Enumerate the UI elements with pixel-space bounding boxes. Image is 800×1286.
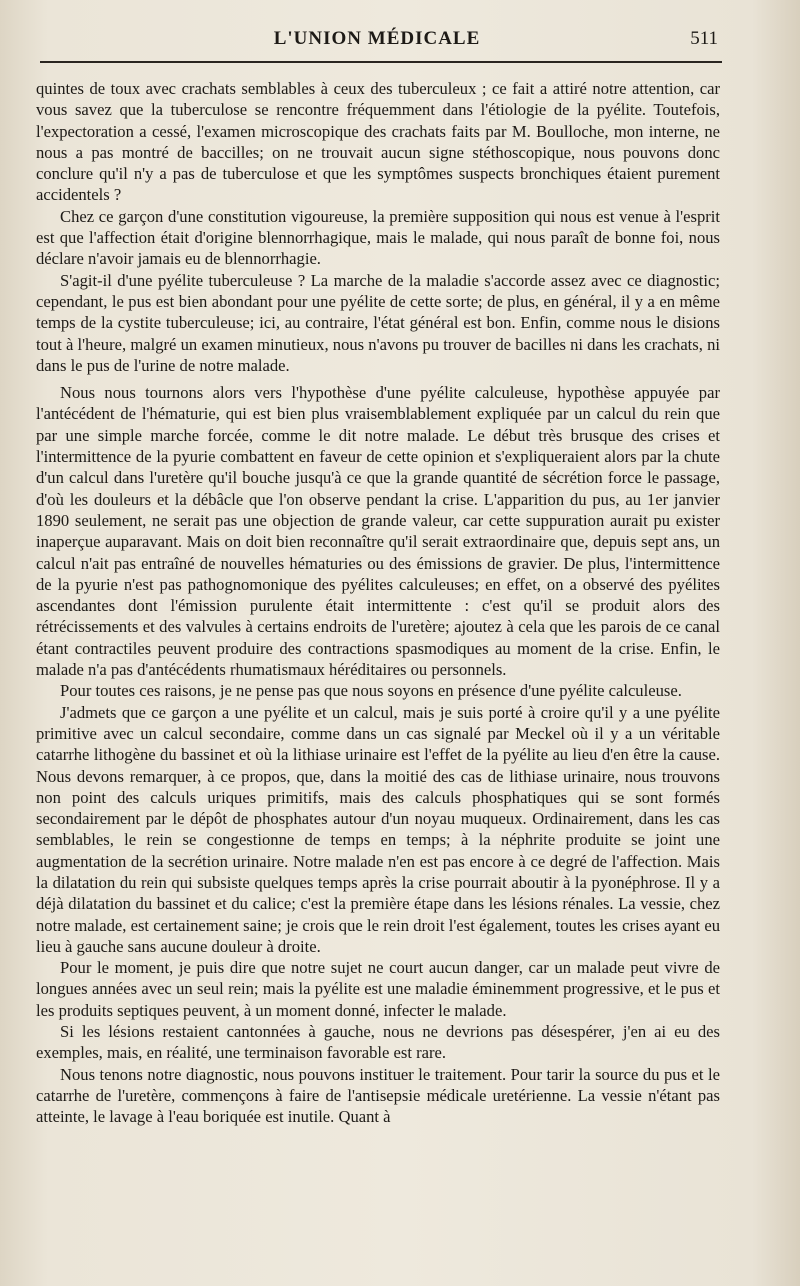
body-text	[36, 78, 720, 1128]
paragraph-conclusion-calculeuse: Pour toutes ces raisons, je ne pense pas que nous soyons en présence d'une pyélite calculeuse.	[60, 681, 682, 701]
paragraph-traitement: Nous tenons notre diagnostic, nous pouvons instituer le traitement. Pour tarir la source du pus et le catarrhe de l'uretère, commençons à faire de l'antisepsie médicale uretérienne. La vessie n'étant pas atteinte, le lavage à l'eau boriquée est inutile. Quant à	[36, 1064, 720, 1127]
paragraph-pronostic: Pour le moment, je puis dire que notre sujet ne court aucun danger, car un malade peut vivre de longues années avec un seul rein; mais la pyélite est une maladie éminemment progressive, et le pus et les produits septiques peuvent, à un moment donné, infecter le malade.	[36, 958, 720, 1020]
paragraph-continuation: quintes de toux avec crachats semblables à ceux des tuberculeux ; ce fait a attiré notre attention, car vous savez que la tuberculose se rencontre fréquemment dans l'étiologie de la pyélite. Toutefois, l'expectoration a cessé, l'examen microscopique des crachats faits par M. Boulloche, mon interne, ne nous a pas montré de baccilles; on ne trouvait aucun signe stéthoscopique, nous pouvons donc conclure qu'il n'y a pas de tuberculose et que les symptômes suspects bronchiques étaient purement accidentels ?	[36, 79, 720, 205]
header-rule	[40, 61, 722, 63]
paragraph-pyelite-tuberculeuse: S'agit-il d'une pyélite tuberculeuse ? La marche de la maladie s'accorde assez avec ce diagnostic; cependant, le pus est bien abondant pour une pyélite de cette sorte; de plus, en général, il y a en même temps de la cystite tuberculeuse; ici, au contraire, l'état général est bon. Enfin, comme nous le disions tout à l'heure, malgré un examen minutieux, nous n'avons pu trouver de bacilles ni dans les crachats, ni dans le pus de l'urine de notre malade.	[36, 270, 720, 375]
paragraph-lesions-gauche: Si les lésions restaient cantonnées à gauche, nous ne devrions pas désespérer, j'en ai eu des exemples, mais, en réalité, une terminaison favorable est rare.	[36, 1022, 720, 1063]
journal-title: L'UNION MÉDICALE	[273, 28, 481, 49]
paragraph-pyelite-primitive: J'admets que ce garçon a une pyélite et un calcul, mais je suis porté à croire qu'il y a une pyélite primitive avec un calcul secondaire, comme dans un cas signalé par Meckel où il y a un véritable catarrhe lithogène du bassinet et où la lithiase urinaire est l'effet de la pyélite au lieu d'en être la cause. Nous devons remarquer, à ce propos, que, dans la moitié des cas de lithiase urinaire, nous trouvons non point des calculs uriques primitifs, mais des calculs phosphatiques qui se sont formés secondairement par le dépôt de phosphates autour d'un noyau muqueux. Ordinairement, dans les cas semblables, le rein se congestionne de temps en temps; à la néphrite produite se joint une augmentation de la secrétion urinaire. Notre malade n'en est pas encore à ce degré de l'affection. Mais la dilatation du rein qui subsiste quelques temps après la crise pourrait aboutir à la pyonéphrose. Il y a déjà dilatation du bassinet et du calice; c'est la première étape dans les lésions rénales. La vessie, chez notre malade, est certainement saine; je crois que le rein droit l'est également, toutes les crises ayant eu lieu à gauche sans aucune douleur à droite.	[36, 702, 720, 956]
paragraph-blennorrhagie: Chez ce garçon d'une constitution vigoureuse, la première supposition qui nous est venue à l'esprit est que l'affection était d'origine blennorrhagique, mais le malade, qui nous paraît de bonne foi, nous déclare n'avoir jamais eu de blennorrhagie.	[36, 206, 720, 269]
page-number: 511	[690, 28, 718, 49]
running-head	[36, 28, 718, 54]
paragraph-pyelite-calculeuse: Nous nous tournons alors vers l'hypothèse d'une pyélite calculeuse, hypothèse appuyée par l'antécédent de l'hématurie, qui est bien plus vraisemblablement expliquée par un calcul du rein que par une simple marche forcée, comme le dit notre malade. Le début très brusque des crises et l'intermittence de la pyurie combattent en faveur de cette opinion et s'expliqueraient alors par la chute d'un calcul dans l'uretère qu'il bouche jusqu'à ce que la grande quantité de sécrétion force le passage, d'où les douleurs et la débâcle que l'on observe pendant la crise. L'apparition du pus, au 1er janvier 1890 seulement, ne serait pas une objection de grande valeur, car cette suppuration aurait pu exister inaperçue auparavant. Mais on doit bien reconnaître qu'il serait extraordinaire que, depuis sept ans, un calcul n'ait pas entraîné de nouvelles hématuries ou des émissions de gravier. De plus, l'intermittence de la pyurie n'est pas pathognomonique des pyélites calculeuses; en effet, on a observé des pyélites ascendantes dont l'émission purulente était intermittente : c'est qu'il se produit alors des rétrécissements et des valvules à certains endroits de l'uretère; ajoutez à cela que les parois de ce canal étant contractiles peuvent produire des contractions spasmodiques au moment de la crise. Enfin, le malade n'a pas d'antécédents rhumatismaux héréditaires ou personnels.	[36, 383, 720, 680]
